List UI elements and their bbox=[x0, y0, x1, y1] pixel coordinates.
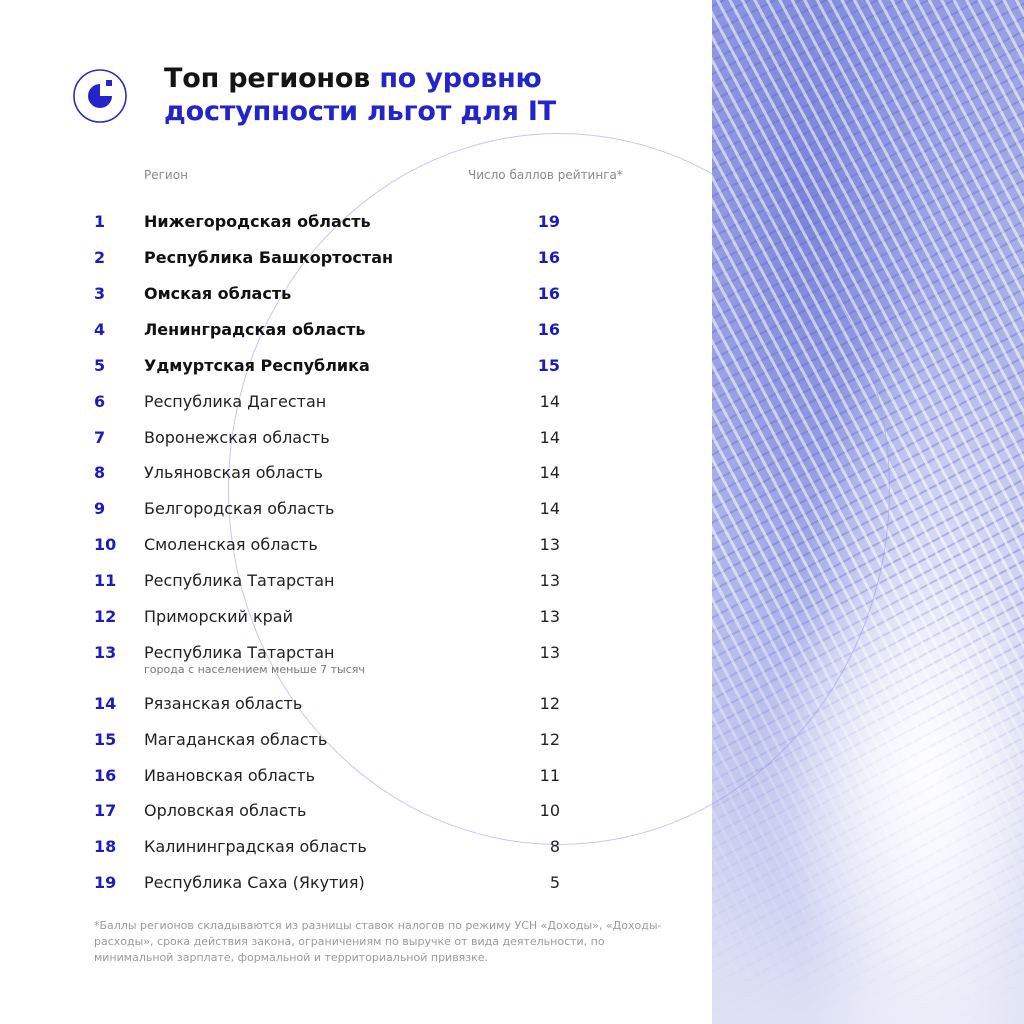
row-rank: 3 bbox=[94, 284, 106, 303]
table-row bbox=[0, 428, 712, 452]
row-region-name: Республика Татарстан bbox=[144, 571, 335, 590]
table-row bbox=[0, 694, 712, 718]
table-row bbox=[0, 730, 712, 754]
row-score: 13 bbox=[539, 571, 560, 590]
row-score: 8 bbox=[549, 837, 560, 856]
table-row bbox=[0, 766, 712, 790]
row-rank: 1 bbox=[94, 212, 106, 231]
row-note: города с населением меньше 7 тысяч bbox=[144, 663, 365, 676]
table-row bbox=[0, 643, 712, 676]
row-region-name: Республика Башкортостан bbox=[144, 248, 394, 267]
row-score: 13 bbox=[539, 535, 560, 554]
row-region-name: Смоленская область bbox=[144, 535, 318, 554]
row-score: 11 bbox=[539, 766, 560, 785]
column-header-region: Регион bbox=[144, 168, 188, 182]
row-region-name: Магаданская область bbox=[144, 730, 328, 749]
row-region-name: Республика Саха (Якутия) bbox=[144, 873, 365, 892]
row-score: 16 bbox=[537, 248, 560, 267]
row-region-name: Удмуртская Республика bbox=[144, 356, 370, 375]
row-score: 16 bbox=[537, 284, 560, 303]
row-region-name: Воронежская область bbox=[144, 428, 330, 447]
row-region-name: Калининградская область bbox=[144, 837, 367, 856]
table-row bbox=[0, 873, 712, 897]
row-region-name: Ивановская область bbox=[144, 766, 316, 785]
row-region-name: Орловская область bbox=[144, 801, 307, 820]
row-rank: 13 bbox=[94, 643, 117, 662]
row-rank: 19 bbox=[94, 873, 117, 892]
row-rank: 9 bbox=[94, 499, 106, 518]
title-part-dark: Топ регионов bbox=[164, 63, 371, 94]
row-score: 16 bbox=[537, 320, 560, 339]
table-row bbox=[0, 801, 712, 825]
table-row bbox=[0, 356, 712, 380]
table-row bbox=[0, 320, 712, 344]
table-row bbox=[0, 212, 712, 236]
table-row bbox=[0, 535, 712, 559]
row-rank: 15 bbox=[94, 730, 117, 749]
row-rank: 11 bbox=[94, 571, 117, 590]
row-region-name: Белгородская область bbox=[144, 499, 335, 518]
row-region-name: Приморский край bbox=[144, 607, 293, 626]
row-score: 15 bbox=[537, 356, 560, 375]
title-part-accent-2: доступности льгот для IT bbox=[164, 96, 556, 127]
row-region-name: Ульяновская область bbox=[144, 463, 323, 482]
row-score: 14 bbox=[539, 428, 560, 447]
row-score: 12 bbox=[539, 694, 560, 713]
row-score: 10 bbox=[539, 801, 560, 820]
row-rank: 5 bbox=[94, 356, 106, 375]
row-rank: 7 bbox=[94, 428, 106, 447]
table-row bbox=[0, 837, 712, 861]
row-region-name: Нижегородская область bbox=[144, 212, 371, 231]
row-region-name: Омская область bbox=[144, 284, 292, 303]
row-score: 5 bbox=[549, 873, 560, 892]
row-rank: 10 bbox=[94, 535, 117, 554]
row-score: 14 bbox=[539, 392, 560, 411]
table-row bbox=[0, 607, 712, 631]
table-row bbox=[0, 284, 712, 308]
row-rank: 12 bbox=[94, 607, 117, 626]
row-region-name: Рязанская область bbox=[144, 694, 303, 713]
row-rank: 8 bbox=[94, 463, 106, 482]
row-rank: 2 bbox=[94, 248, 106, 267]
row-rank: 18 bbox=[94, 837, 117, 856]
row-score: 14 bbox=[539, 499, 560, 518]
brand-logo-icon bbox=[72, 68, 128, 124]
row-score: 13 bbox=[539, 643, 560, 662]
table-row bbox=[0, 499, 712, 523]
decorative-wave-panel bbox=[712, 0, 1024, 1024]
row-score: 12 bbox=[539, 730, 560, 749]
title-part-accent-1: по уровню bbox=[379, 63, 542, 94]
row-rank: 4 bbox=[94, 320, 106, 339]
row-rank: 17 bbox=[94, 801, 117, 820]
table-row bbox=[0, 248, 712, 272]
column-header-score: Число баллов рейтинга* bbox=[468, 168, 623, 182]
row-score: 19 bbox=[537, 212, 560, 231]
table-row bbox=[0, 571, 712, 595]
row-rank: 6 bbox=[94, 392, 106, 411]
page-title bbox=[164, 62, 556, 128]
table-row bbox=[0, 463, 712, 487]
row-rank: 16 bbox=[94, 766, 117, 785]
row-region-name: Республика Дагестан bbox=[144, 392, 327, 411]
row-score: 13 bbox=[539, 607, 560, 626]
row-region-name: Ленинградская область bbox=[144, 320, 366, 339]
footnote: *Баллы регионов складываются из разницы ставок налогов по режиму УСН «Доходы», «Доходы-расходы», срока действия закона, ограничениям по выручке от вида деятельности, по минимальной зарплате, формальной и территориальной привязке. bbox=[94, 919, 662, 964]
row-region-name: Республика Татарстан bbox=[144, 643, 335, 662]
row-rank: 14 bbox=[94, 694, 117, 713]
table-row bbox=[0, 392, 712, 416]
row-score: 14 bbox=[539, 463, 560, 482]
